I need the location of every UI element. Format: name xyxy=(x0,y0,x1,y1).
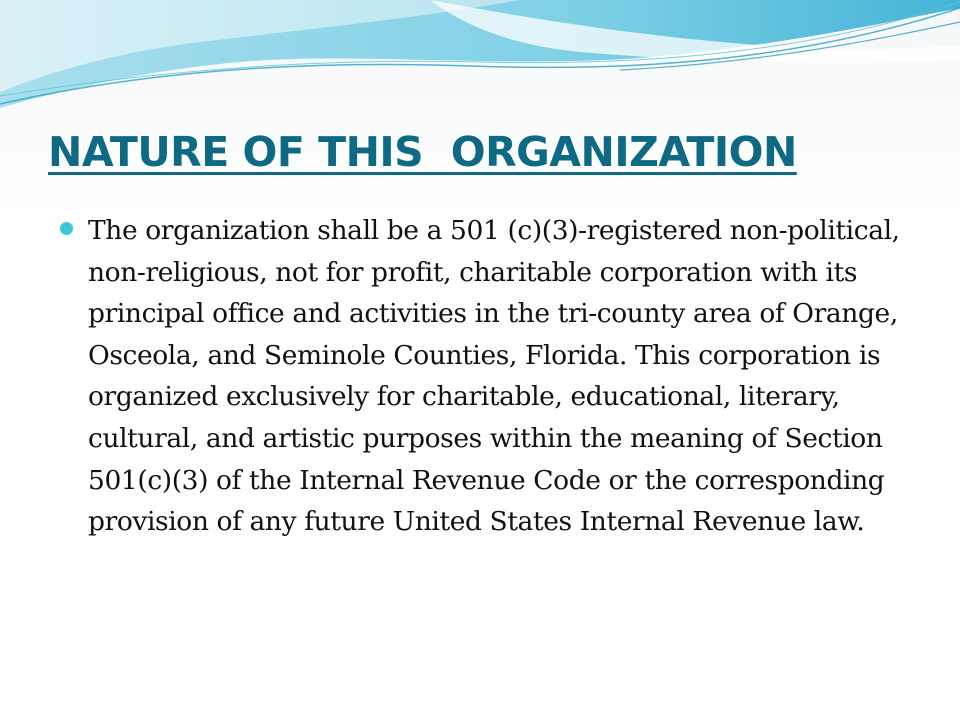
bullet-item xyxy=(60,210,900,543)
decorative-wave-header xyxy=(0,0,960,130)
bullet-text: The organization shall be a 501 (c)(3)-registered non-political, non-religious, not for profit, charitable corporation with its principal office and activities in the tri-county area of Orange, Osceola, and Seminole Counties, Florida. This corporation is organized exclusively for charitable, educational, literary, cultural, and artistic purposes within the meaning of Section 501(c)(3) of the Internal Revenue Code or the corresponding provision of any future United States Internal Revenue law. xyxy=(88,215,900,538)
bullet-dot-icon xyxy=(60,222,73,235)
bullet-list xyxy=(60,210,900,543)
slide-title: NATURE OF THIS ORGANIZATION xyxy=(48,128,797,176)
